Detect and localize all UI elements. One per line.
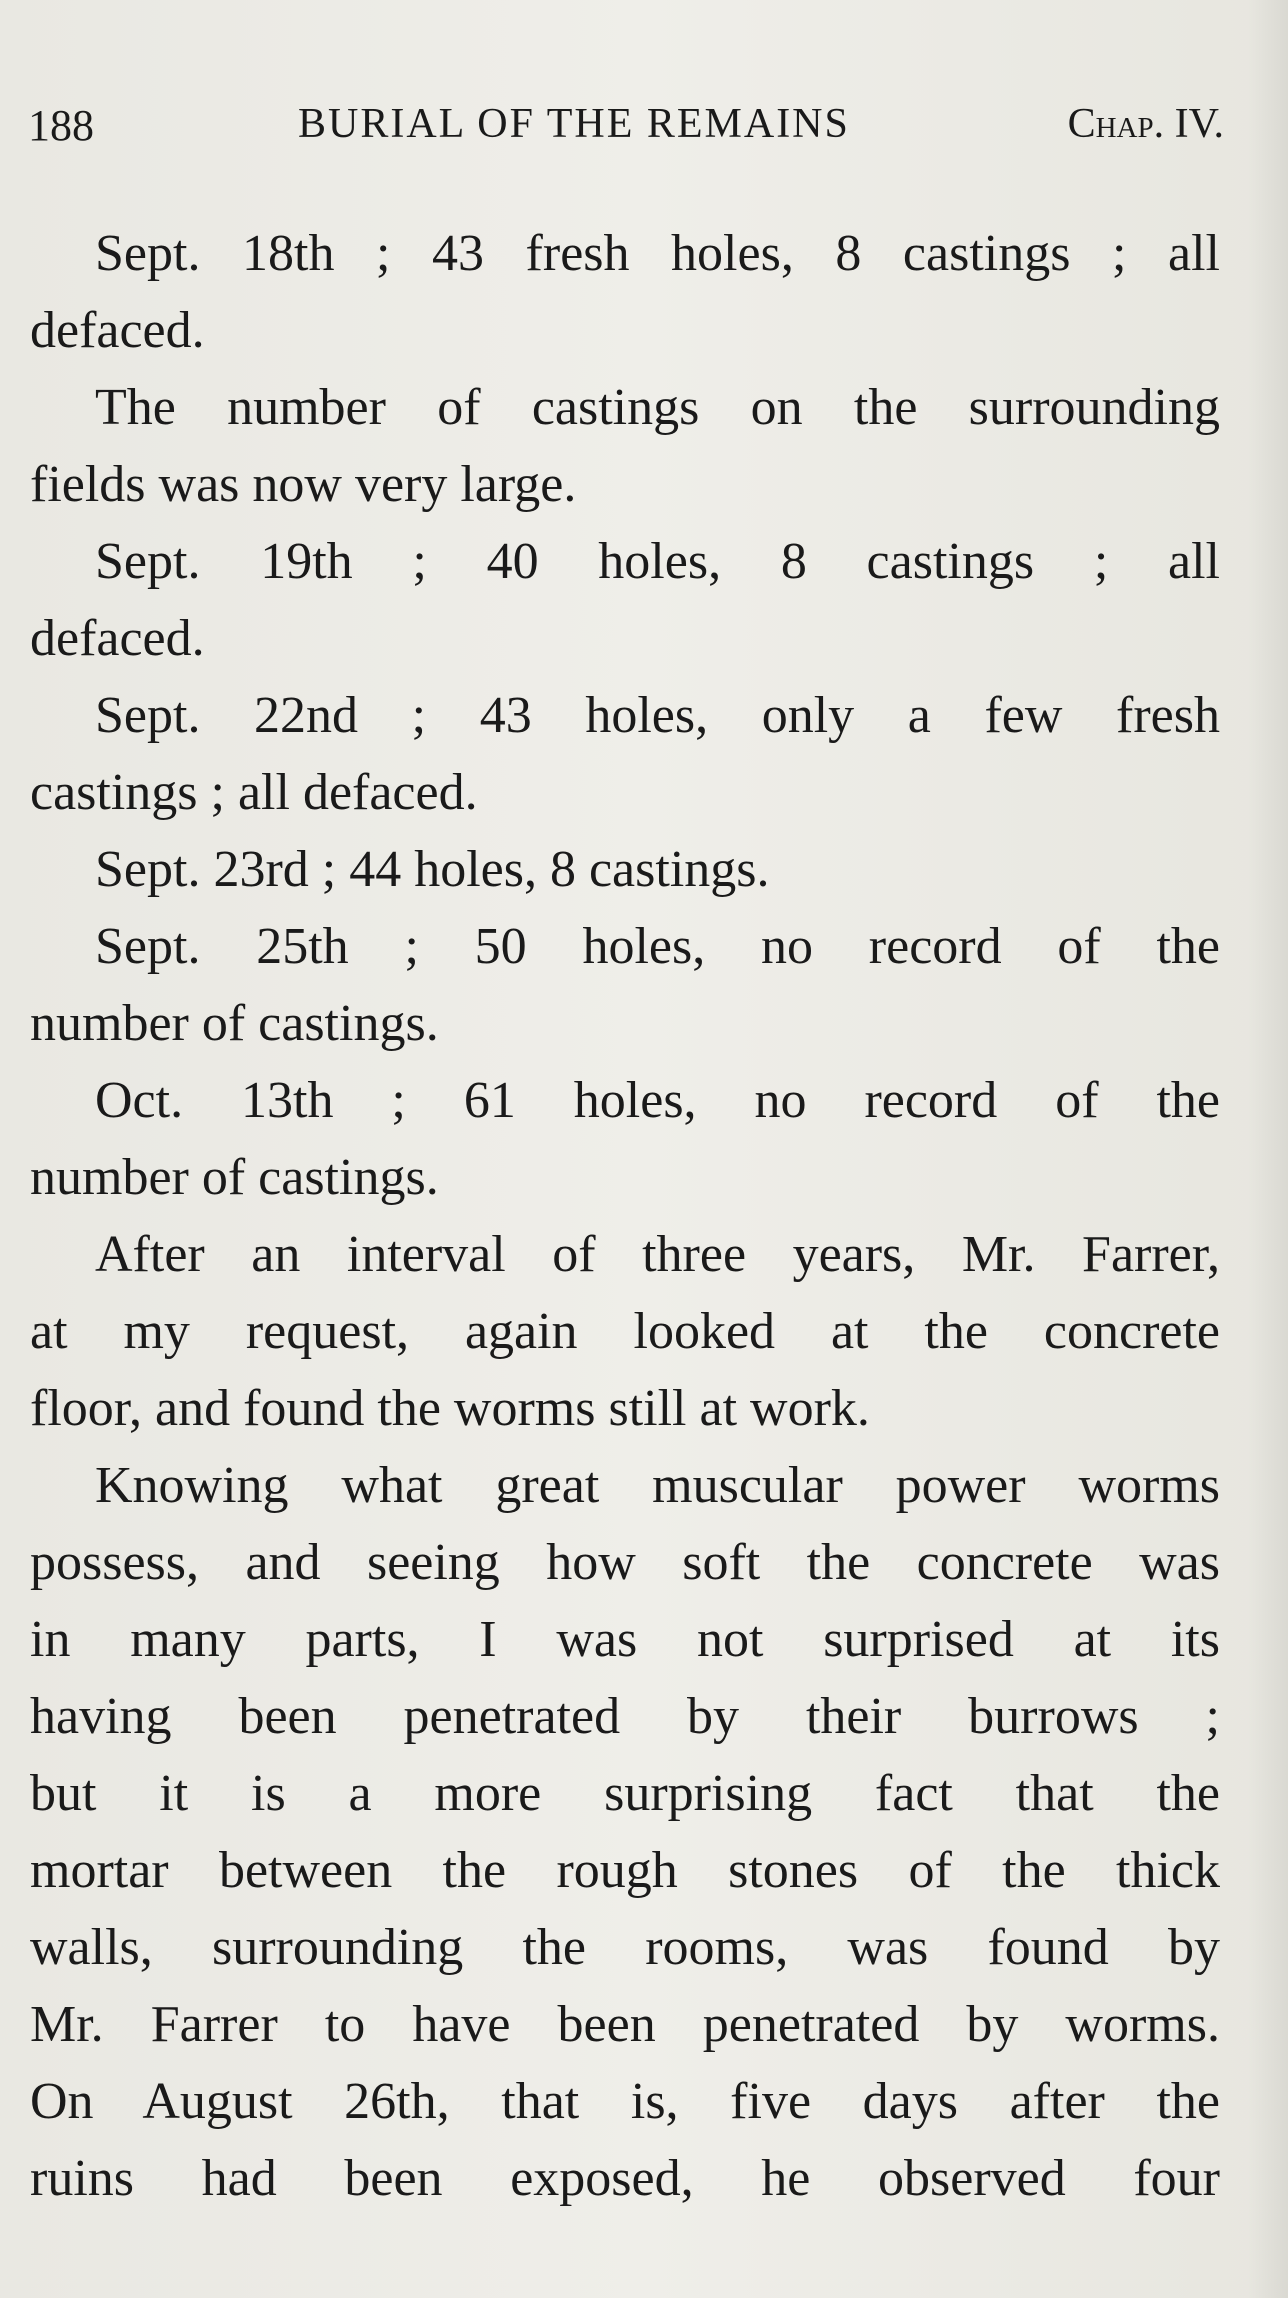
text-line: castings ; all defaced. (30, 764, 478, 821)
text-line: having been penetrated by their burrows ; (30, 1688, 1220, 1745)
text-line: fields was now very large. (30, 456, 577, 513)
text-line: at my request, again looked at the concrete (30, 1303, 1220, 1360)
text-line: After an interval of three years, Mr. Farrer, (95, 1226, 1220, 1283)
text-line: defaced. (30, 610, 205, 667)
body-text (30, 215, 1220, 2217)
text-line: possess, and seeing how soft the concrete was (30, 1534, 1220, 1591)
text-line: walls, surrounding the rooms, was found by (30, 1919, 1220, 1976)
text-line: number of castings. (30, 995, 439, 1052)
text-line: The number of castings on the surrounding (95, 379, 1220, 436)
text-line: Sept. 25th ; 50 holes, no record of the (95, 918, 1220, 975)
text-line: Mr. Farrer to have been penetrated by worms. (30, 1996, 1220, 2053)
text-line: Sept. 23rd ; 44 holes, 8 castings. (95, 841, 770, 898)
chapter-label: Chap. IV. (1067, 101, 1224, 147)
text-line: number of castings. (30, 1149, 439, 1206)
text-line: On August 26th, that is, five days after the (30, 2073, 1220, 2130)
text-line: defaced. (30, 302, 205, 359)
text-line: Sept. 22nd ; 43 holes, only a few fresh (95, 687, 1220, 744)
text-line: Oct. 13th ; 61 holes, no record of the (95, 1072, 1220, 1129)
running-title: BURIAL OF THE REMAINS (298, 101, 850, 147)
text-line: Knowing what great muscular power worms (95, 1457, 1220, 1514)
text-line: in many parts, I was not surprised at its (30, 1611, 1220, 1668)
page-header (28, 100, 1224, 160)
text-line: Sept. 18th ; 43 fresh holes, 8 castings ; all (95, 225, 1220, 282)
page-gutter-shadow (1248, 0, 1288, 2298)
text-line: but it is a more surprising fact that the (30, 1765, 1220, 1822)
text-line: ruins had been exposed, he observed four (30, 2150, 1220, 2207)
text-line: floor, and found the worms still at work. (30, 1380, 870, 1437)
text-line: Sept. 19th ; 40 holes, 8 castings ; all (95, 533, 1220, 590)
page-number: 188 (28, 101, 94, 150)
text-line: mortar between the rough stones of the thick (30, 1842, 1220, 1899)
